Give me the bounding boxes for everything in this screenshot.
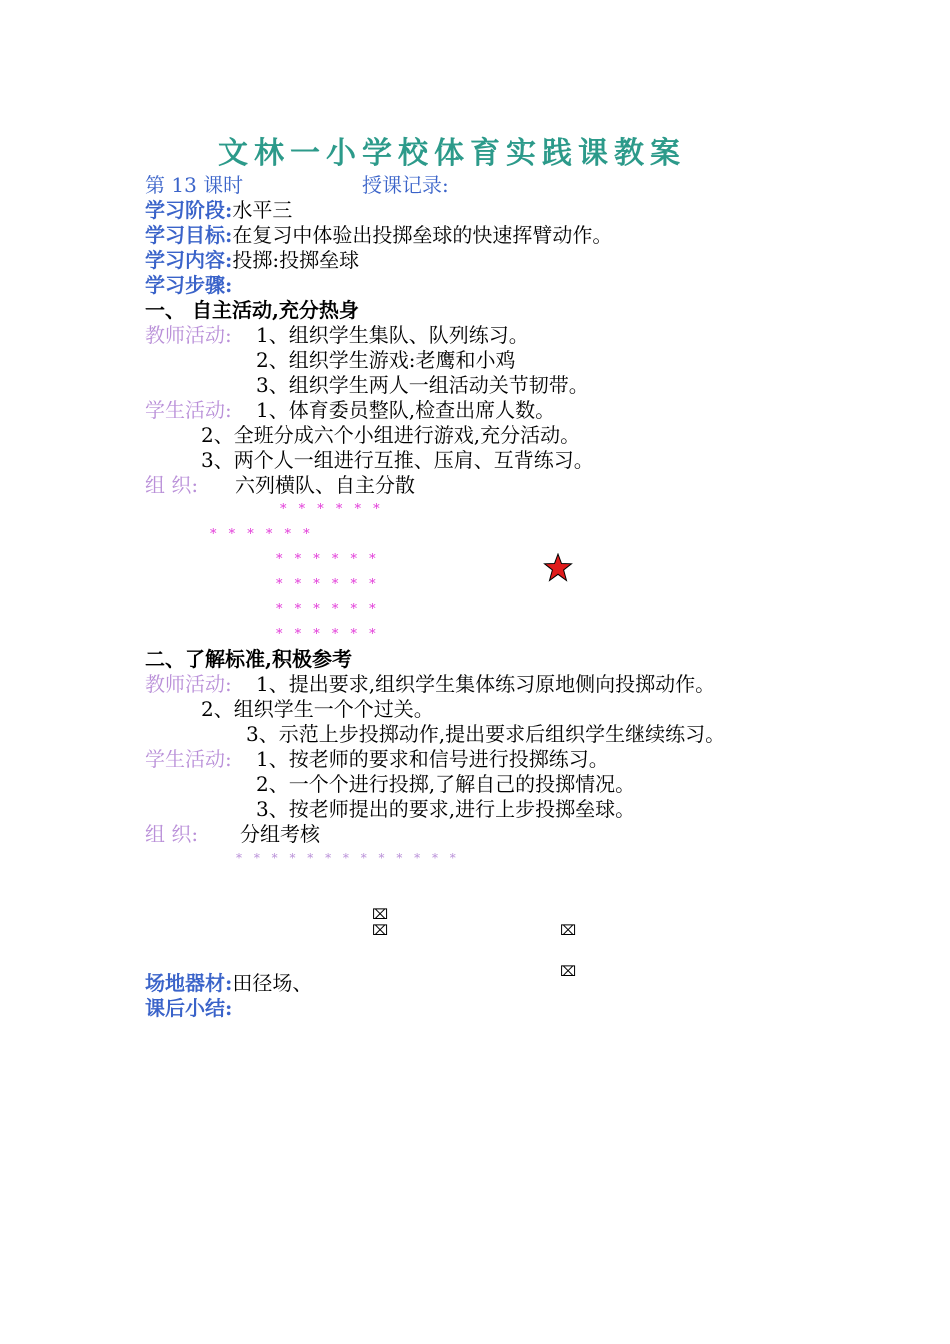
section1-student-item: 1、体育委员整队,检查出席人数。 bbox=[256, 398, 556, 422]
section1-teacher-label: 教师活动: bbox=[145, 323, 232, 347]
formation-row: * * * * * * * * * * * * * bbox=[236, 851, 456, 865]
section2-teacher-item: 1、提出要求,组织学生集体练习原地侧向投掷动作。 bbox=[256, 672, 716, 696]
section1-teacher-item: 3、组织学生两人一组活动关节韧带。 bbox=[256, 373, 589, 397]
summary-label: 课后小结: bbox=[145, 996, 233, 1020]
meta-stage bbox=[145, 198, 292, 223]
meta-label: 学习阶段: bbox=[145, 198, 233, 222]
marker-icon: ⌧ bbox=[560, 923, 577, 939]
marker-icon: ⌧ bbox=[560, 964, 577, 980]
formation-row: * * * * * * bbox=[276, 577, 376, 592]
section1-student-item: 3、两个人一组进行互推、压肩、互背练习。 bbox=[201, 448, 594, 472]
section2-teacher-label: 教师活动: bbox=[145, 672, 232, 696]
section2-student-item: 3、按老师提出的要求,进行上步投掷垒球。 bbox=[256, 797, 636, 821]
marker-icon: ⌧ bbox=[372, 907, 389, 923]
page-title: 文林一小学校体育实践课教案 bbox=[218, 136, 686, 171]
equipment bbox=[145, 971, 312, 996]
formation-row: * * * * * * bbox=[280, 502, 380, 517]
section1-org-text: 六列横队、自主分散 bbox=[235, 473, 415, 497]
marker-icon: ⌧ bbox=[372, 923, 389, 939]
section1-teacher-item: 1、组织学生集队、队列练习。 bbox=[256, 323, 529, 347]
meta-label: 学习内容: bbox=[145, 248, 233, 272]
section2-student-item: 2、一个个进行投掷,了解自己的投掷情况。 bbox=[256, 772, 636, 796]
section1-teacher-item: 2、组织学生游戏:老鹰和小鸡 bbox=[256, 348, 516, 372]
meta-steps bbox=[145, 273, 232, 298]
section1-org-label: 组 织: bbox=[145, 473, 199, 497]
section2-teacher-item: 3、示范上步投掷动作,提出要求后组织学生继续练习。 bbox=[246, 722, 726, 746]
section2-org-text: 分组考核 bbox=[240, 822, 320, 846]
section1-student-label: 学生活动: bbox=[145, 398, 232, 422]
teacher-star-icon bbox=[543, 553, 573, 582]
summary bbox=[145, 996, 232, 1021]
section2-student-label: 学生活动: bbox=[145, 747, 232, 771]
formation-row: * * * * * * bbox=[276, 552, 376, 567]
meta-label: 学习目标: bbox=[145, 223, 233, 247]
section2-student-item: 1、按老师的要求和信号进行投掷练习。 bbox=[256, 747, 609, 771]
section2-teacher-item: 2、组织学生一个个过关。 bbox=[201, 697, 434, 721]
section2-org-label: 组 织: bbox=[145, 822, 199, 846]
record-label: 授课记录: bbox=[362, 173, 449, 197]
meta-value: 在复习中体验出投掷垒球的快速挥臂动作。 bbox=[232, 223, 613, 247]
meta-value: 投掷:投掷垒球 bbox=[232, 248, 360, 272]
equipment-value: 田径场、 bbox=[232, 971, 313, 995]
formation-row: * * * * * * bbox=[276, 602, 376, 617]
meta-content bbox=[145, 248, 359, 273]
formation-row: * * * * * * bbox=[276, 627, 376, 642]
section1-student-item: 2、全班分成六个小组进行游戏,充分活动。 bbox=[201, 423, 581, 447]
meta-label: 学习步骤: bbox=[145, 273, 233, 297]
formation-row: * * * * * * bbox=[210, 527, 310, 542]
equipment-label: 场地器材: bbox=[145, 971, 233, 995]
lesson-number: 第 13 课时 bbox=[145, 173, 244, 197]
section1-heading: 一、 自主活动,充分热身 bbox=[145, 298, 359, 322]
section2-heading: 二、了解标准,积极参考 bbox=[145, 647, 352, 671]
meta-value: 水平三 bbox=[232, 198, 293, 222]
meta-goal bbox=[145, 223, 612, 248]
